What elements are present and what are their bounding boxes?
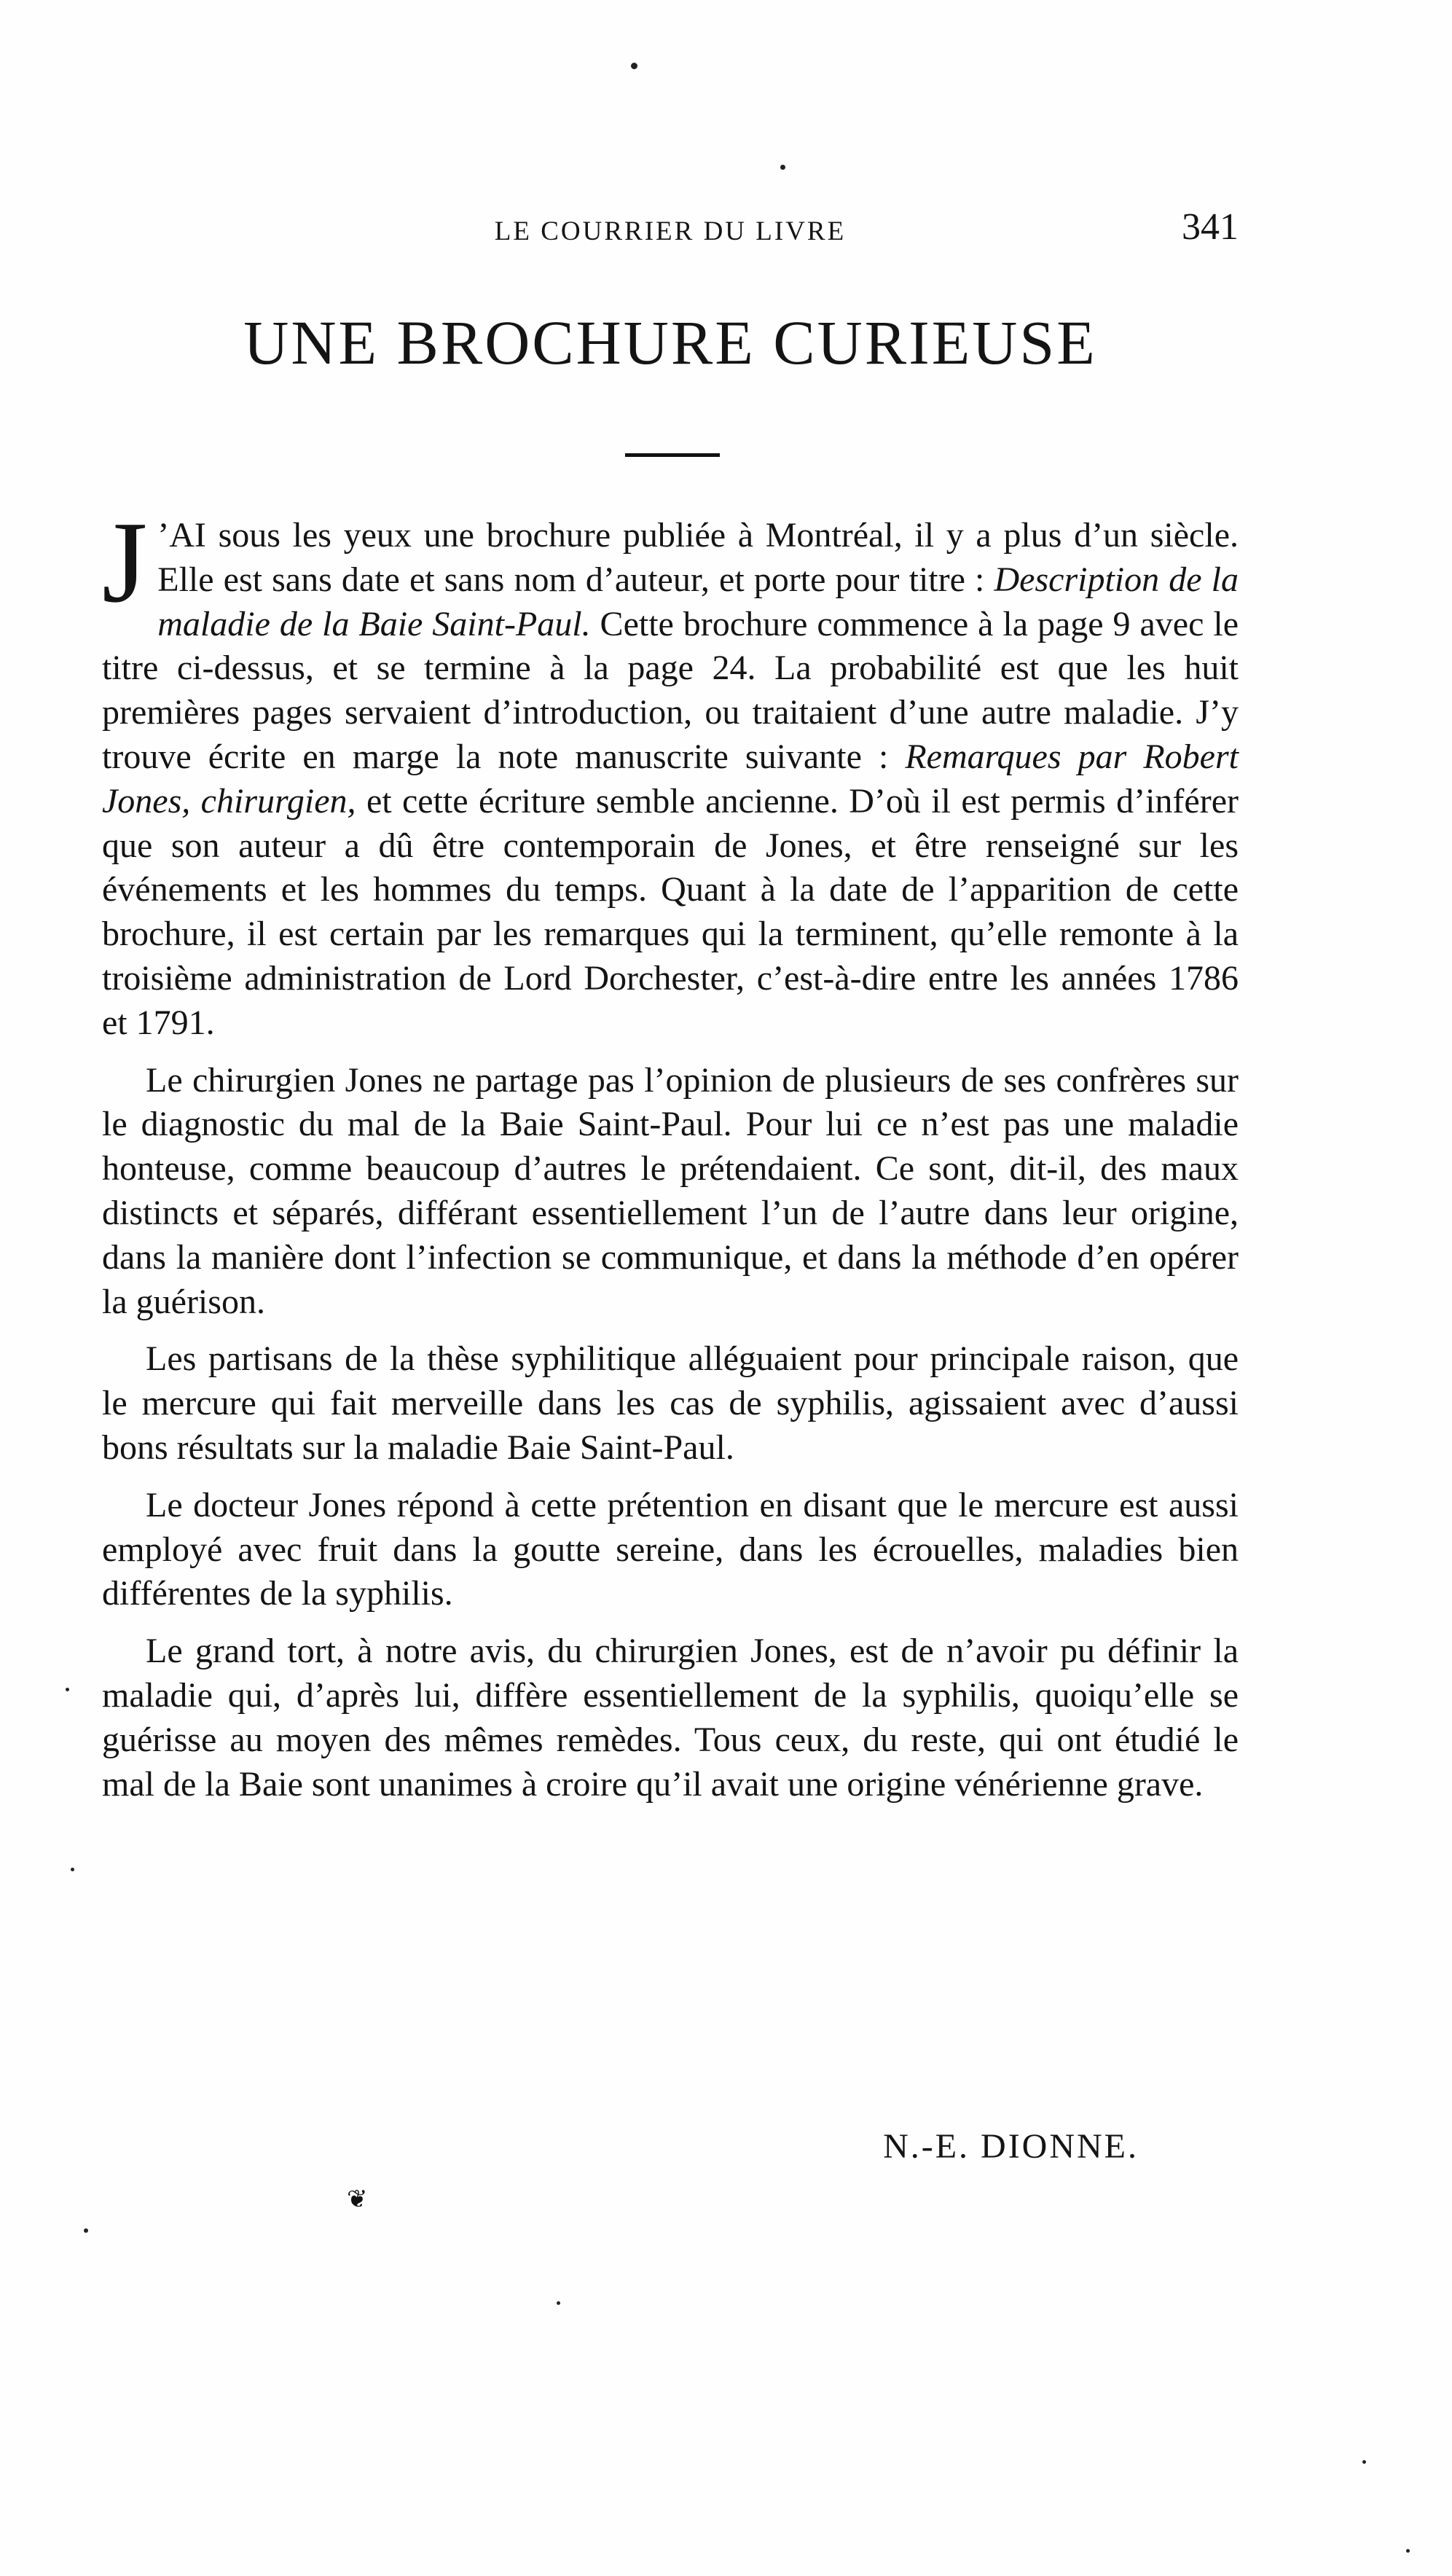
paragraph-text: Cette brochure commence à la page 9 avec le titre ci-dessus, et se termine à la page 24. La probabilité est que les huit premières pages servaient d’introduction, ou traitaient d’une autre maladie. J’y trouve écrite en marge la note manuscrite suivante : xyxy=(102,604,1239,776)
article-paragraph xyxy=(102,497,1239,1046)
scan-speck xyxy=(66,1688,69,1691)
drop-cap: J xyxy=(102,497,148,627)
paragraph-text: Les partisans de la thèse syphilitique alléguaient pour principale raison, que le mercure qui fait merveille dans les cas de syphilis, agissaient avec d’aussi bons résultats sur la maladie Baie Saint-Paul. xyxy=(102,1339,1239,1467)
article-paragraph xyxy=(102,1484,1239,1616)
scan-speck xyxy=(71,1868,74,1871)
article-paragraph xyxy=(102,1629,1239,1806)
scan-speck xyxy=(557,2301,560,2305)
scan-speck xyxy=(780,165,785,170)
article-body xyxy=(102,497,1239,1820)
paragraph-text: et cette écriture semble ancienne. D’où il est permis d’inférer que son auteur a dû être contemporain de Jones, et être renseigné sur les événements et les hommes du temps. Quant à la date de l’apparition de cette brochure, il est certain par les remarques qui la terminent, qu’elle remonte à la troisième administration de Lord Dorchester, c’est-à-dire entre les années 1786 et 1791. xyxy=(102,781,1239,1042)
page-number: 341 xyxy=(1182,206,1239,248)
paragraph-text: ’AI sous les yeux une brochure publiée à Montréal, il y a plus d’un siècle. Elle est sans date et sans nom d’auteur, et porte pour titre : xyxy=(157,516,1239,599)
italic-text: Description de la maladie de la Baie Saint-Paul. xyxy=(157,560,1239,643)
page-header xyxy=(102,205,1239,264)
italic-text: Remarques par Robert Jones, chirurgien, xyxy=(102,737,1239,821)
title-rule xyxy=(625,453,720,457)
article-paragraph xyxy=(102,1337,1239,1470)
scan-speck xyxy=(1362,2460,1366,2464)
scan-speck xyxy=(1406,2549,1410,2553)
fleuron-icon: ❦ xyxy=(347,2186,368,2213)
article-title: UNE BROCHURE CURIEUSE xyxy=(243,308,1097,377)
paragraph-text: Le docteur Jones répond à cette prétention en disant que le mercure est aussi employé avec fruit dans la goutte sereine, dans les écrouelles, maladies bien différentes de la syphilis. xyxy=(102,1485,1239,1613)
running-title: LE COURRIER DU LIVRE xyxy=(494,216,847,246)
scan-speck xyxy=(631,63,637,69)
article-paragraph xyxy=(102,1059,1239,1325)
paragraph-text: Le chirurgien Jones ne partage pas l’opinion de plusieurs de ses confrères sur le diagnostic du mal de la Baie Saint-Paul. Pour lui ce n’est pas une maladie honteuse, comme beaucoup d’autres le prétendaient. Ce sont, dit-il, des maux distincts et séparés, différant essentiellement l’un de l’autre dans leur origine, dans la manière dont l’infection se communique, et dans la méthode d’en opérer la guérison. xyxy=(102,1060,1239,1321)
author-signature: N.-E. DIONNE. xyxy=(883,2127,1139,2166)
paragraph-text: Le grand tort, à notre avis, du chirurgien Jones, est de n’avoir pu définir la maladie qui, d’après lui, diffère essentiellement de la syphilis, quoiqu’elle se guérisse au moyen des mêmes remèdes. Tous ceux, du reste, qui ont étudié le mal de la Baie sont unanimes à croire qu’il avait une origine vénérienne grave. xyxy=(102,1632,1239,1804)
scan-speck xyxy=(84,2228,88,2233)
